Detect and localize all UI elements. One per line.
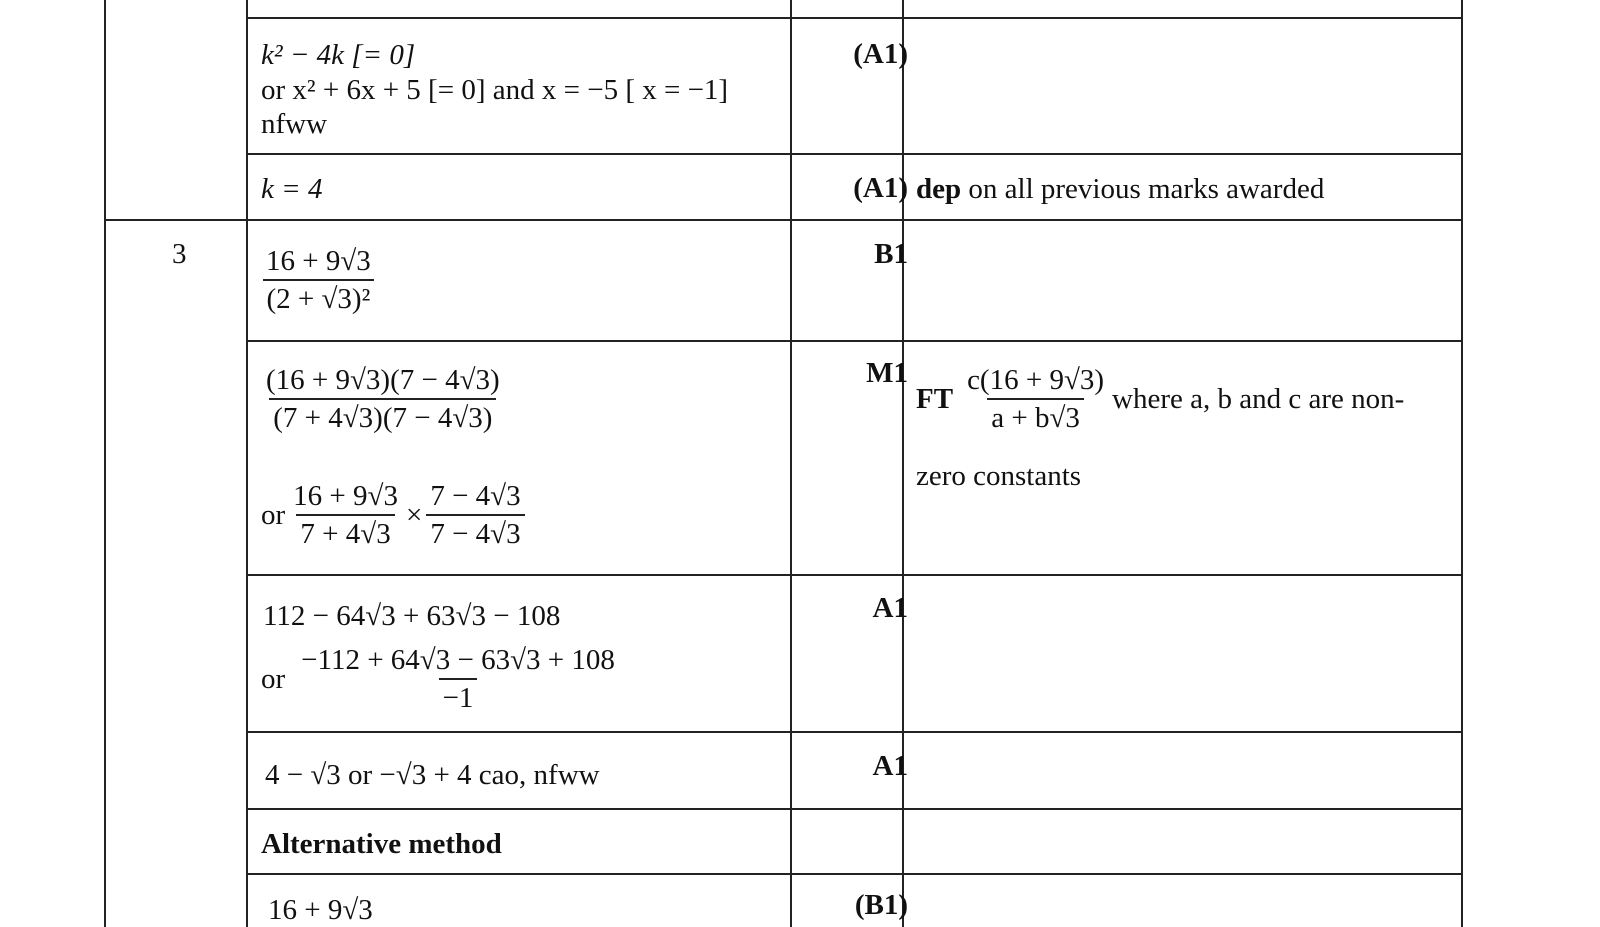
table-border-right	[1461, 0, 1463, 927]
fraction-numerator: 7 − 4√3	[430, 480, 521, 512]
guidance-note	[916, 172, 1324, 206]
answer-alternative	[261, 478, 529, 552]
fraction-numerator: (16 + 9√3)(7 − 4√3)	[266, 364, 500, 396]
table-border-left	[104, 0, 106, 927]
answer-fraction	[258, 362, 508, 436]
fraction-denominator: (7 + 4√3)(7 − 4√3)	[269, 398, 496, 436]
fraction-denominator: −1	[439, 678, 478, 716]
fraction	[262, 362, 504, 436]
guidance-note	[916, 362, 1404, 436]
mark-label: M1	[866, 357, 908, 389]
answer-line: or x² + 6x + 5 [= 0] and x = −5 [ x = −1]	[261, 74, 729, 106]
answer-alternative	[261, 642, 623, 716]
mark-label: (A1)	[853, 172, 908, 204]
row-divider	[246, 808, 1463, 810]
question-number: 3	[172, 238, 187, 270]
fraction-denominator: a + b√3	[987, 398, 1084, 436]
mark-label: B1	[874, 238, 908, 270]
row-divider	[246, 574, 1463, 576]
times-symbol: ×	[405, 498, 423, 531]
guidance-text: zero constants	[916, 460, 1082, 492]
mark-label: A1	[872, 592, 908, 624]
fraction-numerator: 16 + 9√3	[293, 480, 398, 512]
answer-line: 112 − 64√3 + 63√3 − 108	[263, 600, 561, 632]
answer-line: k = 4	[261, 173, 323, 205]
answer-line: nfww	[261, 108, 328, 140]
answer-line: k² − 4k [= 0]	[261, 39, 416, 71]
table-divider-question	[246, 0, 248, 927]
guidance-ft: FT	[916, 382, 954, 415]
fraction-denominator: 7 − 4√3	[426, 514, 524, 552]
table-divider-guidance	[902, 0, 904, 927]
row-divider	[246, 731, 1463, 733]
fraction	[963, 362, 1108, 436]
mark-label: (A1)	[853, 38, 908, 70]
answer-line: 16 + 9√3	[268, 894, 373, 926]
fraction-denominator: (2 + √3)²	[263, 279, 375, 317]
fraction	[289, 478, 402, 552]
row-divider	[246, 17, 1463, 19]
row-divider	[104, 219, 1463, 221]
fraction-numerator: −112 + 64√3 − 63√3 + 108	[301, 644, 615, 676]
guidance-bold: dep	[916, 173, 962, 205]
answer-fraction	[258, 243, 379, 317]
mark-label: (B1)	[854, 889, 908, 921]
fraction-denominator: 7 + 4√3	[296, 514, 394, 552]
guidance-text: where a, b and c are non-	[1112, 382, 1405, 415]
table-divider-marks	[790, 0, 792, 927]
fraction	[297, 642, 619, 716]
row-divider	[246, 340, 1463, 342]
or-label: or	[261, 662, 286, 695]
fraction	[426, 478, 524, 552]
answer-line: 4 − √3 or −√3 + 4 cao, nfww	[265, 759, 600, 791]
fraction-numerator: 16 + 9√3	[266, 245, 371, 277]
row-divider	[246, 873, 1463, 875]
guidance-text: on all previous marks awarded	[961, 173, 1325, 205]
mark-label: A1	[872, 750, 908, 782]
row-divider	[246, 153, 1463, 155]
or-label: or	[261, 498, 286, 531]
section-heading: Alternative method	[261, 828, 502, 860]
fraction-numerator: c(16 + 9√3)	[967, 364, 1105, 396]
fraction	[262, 243, 375, 317]
